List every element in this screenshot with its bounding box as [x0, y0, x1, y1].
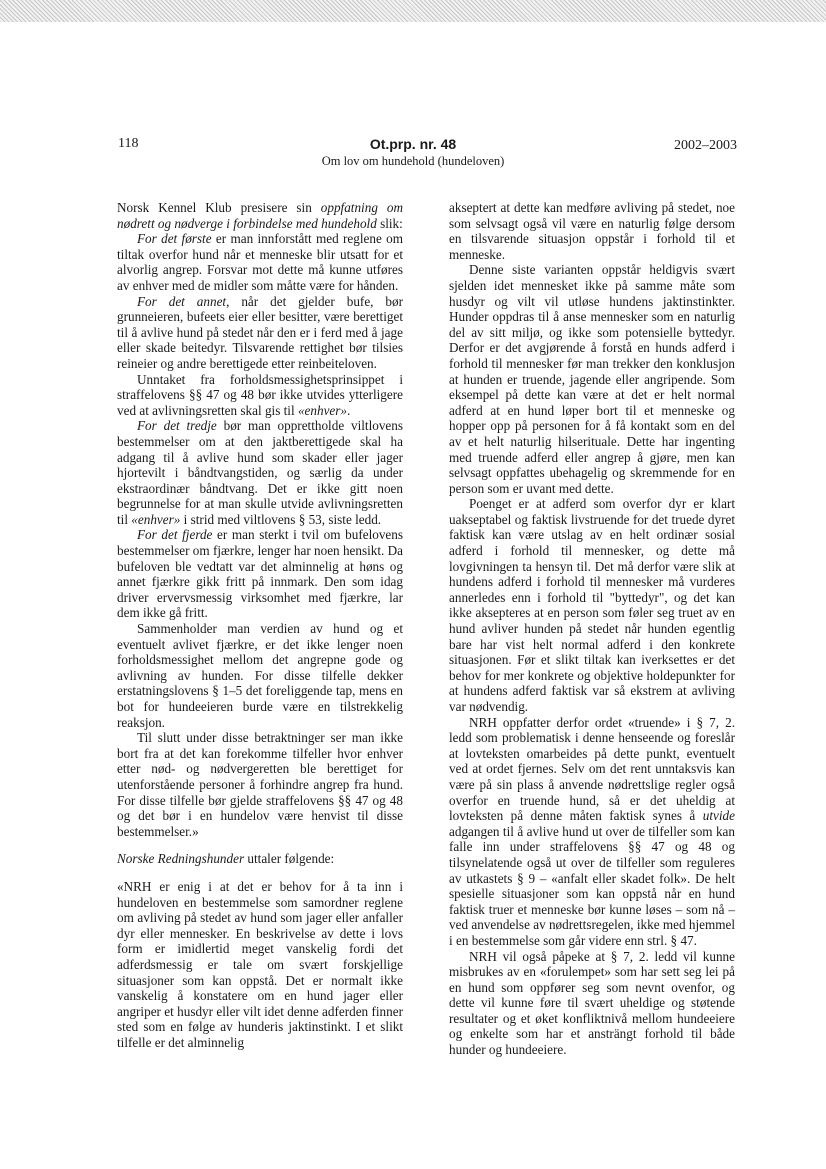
emphasis-text: «enhver» [131, 511, 181, 527]
paragraph: Til slutt under disse betraktninger ser man ikke bort fra at det kan forekomme tilfeller hvor enhver etter nød- og nødvergeretten ble berettiget for utenforstående personer å forhindre angrep fra hund. For disse tilfelle bør gjelde straffelovens §§ 47 og 48 og det bør i en hundelov være henvist til disse bestemmelser.» [117, 730, 403, 839]
text-run: i strid med viltlovens § 53, siste ledd. [180, 511, 382, 527]
left-column [117, 200, 403, 1050]
emphasis-text: «enhver» [297, 402, 348, 418]
emphasis-text: utvide [702, 808, 735, 824]
paragraph [117, 851, 403, 867]
page-number: 118 [118, 136, 139, 151]
emphasis-text: For det første [137, 231, 212, 247]
text-run: Unntaket fra forholdsmessighetsprinsippet i straffelovens §§ 47 og 48 bør ikke utvides ytterligere ved at avlivningsretten skal gis til [117, 371, 403, 418]
emphasis-text: oppfatning om nødrett og nødverge i forbindelse med hundehold [117, 200, 403, 231]
document-year: 2002–2003 [674, 138, 737, 153]
paragraph: Sammenholder man verdien av hund og et eventuelt avlivet fjærkre, er det ikke lenger noen forholdsmessighet mellom det angrepne gode og avlivning av hunden. For disse tilfelle dekker erstatningslovens § 1–5 det foreliggende tap, mens en bot for hundeeieren burde være en tilstrekkelig reaksjon. [117, 621, 403, 730]
emphasis-text: For det tredje [137, 418, 217, 434]
paragraph [117, 231, 403, 293]
paragraph: Denne siste varianten oppstår heldigvis svært sjelden idet mennesket ikke på samme måte som husdyr og vilt vil utløse hundens jaktinstinkter. Hunder oppdras til å anse mennesker som en naturlig del av sitt miljø, og ikke som potensielle byttedyr. Derfor er det avgjørende å forstå en hunds adferd i forhold til mennesker før man trekker den konklusjon at hunden er truende, jagende eller angripende. Som eksempel på dette kan være at det er helt normal adferd at en hund løper bort til et menneske og hopper opp på personen for å få kontakt som en del av et helt naturlig hilserituale. Dette har ingenting med truende adferd eller angrep å gjøre, men kan selvsagt oppfattes ubehagelig og skremmende for en person som er uvant med dette. [449, 262, 735, 496]
paragraph [117, 200, 403, 231]
right-column [449, 200, 735, 1058]
emphasis-text: Norske Redningshunder [117, 851, 245, 867]
paragraph [449, 715, 735, 949]
text-run: , når det gjelder bufe, bør grunneieren, bufeets eier eller besitter, være berettiget til å avlive hund på stedet når den er i ferd med å jage eller skade beitedyr. Tilsvarende rettighet bør tilsies reineier og andre berettigede etter reinbeiteloven. [117, 293, 403, 371]
emphasis-text: For det fjerde [137, 527, 213, 543]
text-run: . [347, 402, 351, 418]
scan-border [0, 0, 826, 22]
text-run: er man sterkt i tvil om bufelovens bestemmelser om fjærkre, lenger har noen hensikt. Da bufeloven ble vedtatt var det alminnelig at høns og annet fjærkre gikk fritt på innmark. Den som idag driver ervervsmessig virksomhet med fjærkre, lar dem ikke gå fritt. [117, 527, 404, 621]
paragraph: «NRH er enig i at det er behov for å ta inn i hundeloven en bestemmelse som samordner reglene om avliving på stedet av hund som jager eller anfaller dyr eller mennesker. En beskrivelse av dette i lovs form er imidlertid meget vanskelig fordi det adferdsmessig er tale om svært forskjellige situasjoner som kan oppstå. Det er normalt ikke vanskelig å konstatere om en hund jager eller angriper et husdyr eller vilt idet denne adferden finner sted som en følge av hunderis jaktinstinkt. I et slikt tilfelle er det alminnelig [117, 878, 403, 1050]
emphasis-text: For det annet [137, 293, 227, 309]
paragraph [117, 418, 403, 527]
paragraph [117, 294, 403, 372]
document-title: Ot.prp. nr. 48 [369, 136, 457, 152]
document-subtitle: Om lov om hundehold (hundeloven) [321, 154, 505, 168]
text-run: bør man opprettholde viltlovens bestemmelser om at den jaktberettigede skal ha adgang til å avlive hund som skader eller jager hjortevilt i båndtvangstiden, og særlig da under ekstraordinær båndtvang. Det er ikke gitt noen begrunnelse for at man skulle utvide avlivningsretten til [117, 418, 403, 527]
paragraph: Poenget er at adferd som overfor dyr er klart uakseptabel og faktisk livstruende for det truede dyret faktisk kan være utslag av en helt ordinær sosial adferd i forhold til mennesker, og dette må lovgivningen ta hensyn til. Det må derfor være slik at hundens adferd i forhold til mennesker må vurderes annerledes enn i forhold til "byttedyr", og det kan ikke aksepteres at en person som føler seg truet av en hund avliver hunden på stedet når hunden egentlig bare har vist helt normal adferd i den konkrete situasjonen. Før et slikt tiltak kan iverksettes er det behov for mer konkrete og objektive holdepunkter for at hundens adferd faktisk var så ekstrem at avliving var nødvendig. [449, 496, 735, 714]
text-run: slik: [376, 215, 403, 231]
paragraph [117, 527, 403, 621]
text-run: adgangen til å avlive hund ut over de tilfeller som kan falle inn under straffelovens §§ 47 og 48 og tilsynelatende også ut over de tilfeller som reguleres av utkastets § 9 – «anfalt eller skadet folk». De helt spesielle situasjoner som kan oppstå når en hund faktisk truer et menneske bør kunne løses – som nå – ved anvendelse av nødrettsregelen, ikke med hjemmel i en bestemmelse som går videre enn strl. § 47. [449, 823, 735, 948]
text-run: NRH oppfatter derfor ordet «truende» i § 7, 2. ledd som problematisk i denne henseende og foreslår at lovteksten omarbeides på dette punkt, eventuelt ved at ordet fjernes. Selv om det rent unntaksvis kan være på sin plass å anvende nødrettslige regler også overfor en truende hund, så er det uheldig at lovteksten på denne måten faktisk synes å [449, 714, 735, 824]
text-run: uttaler følgende: [244, 851, 335, 867]
text-run: er man innforstått med reglene om tiltak overfor hund når et menneske blir utsatt for et alvorlig angrep. Forsvar mot dette må kunne utføres av enhver med de midler som måtte være for hånden. [117, 231, 404, 293]
paragraph [117, 372, 403, 419]
text-run: Norsk Kennel Klub presisere sin [117, 200, 321, 215]
paragraph: akseptert at dette kan medføre avliving på stedet, noe som selvsagt også vil være en naturlig følge dersom en tilsvarende situasjon oppstår i forhold til et menneske. [449, 200, 735, 262]
paragraph: NRH vil også påpeke at § 7, 2. ledd vil kunne misbrukes av en «forulempet» som har sett seg lei på en hund som oppfører seg som nevnt ovenfor, og dette vil kunne føre til svært uheldige og støtende resultater og et øket konfliktnivå mellom hundeeiere og enkelte som har et ansträngt forhold til både hunder og hundeeiere. [449, 948, 735, 1058]
